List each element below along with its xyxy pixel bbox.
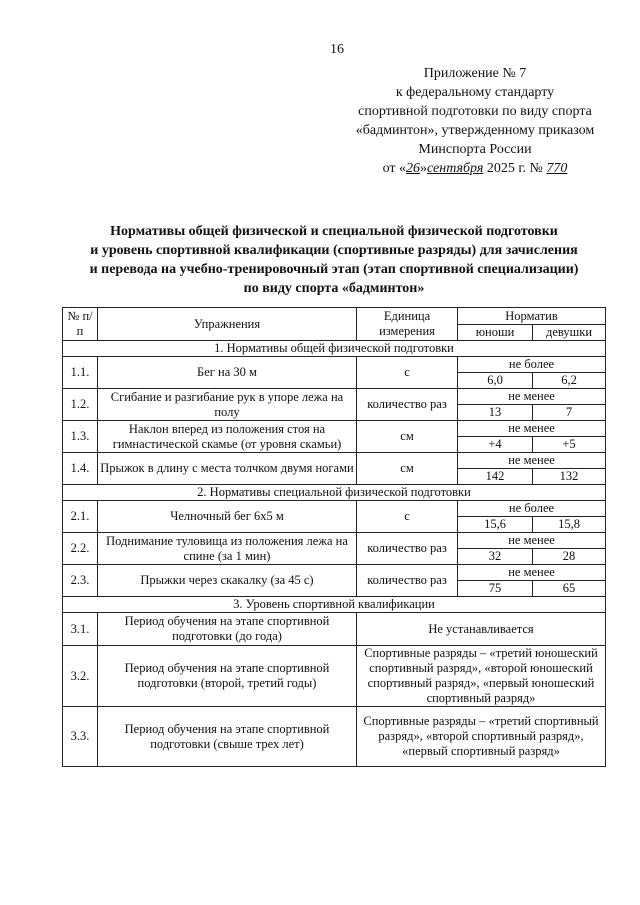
row-condition: не менее — [458, 389, 606, 405]
appendix-line: Минспорта России — [418, 142, 532, 157]
row-exercise: Прыжок в длину с места толчком двумя ногами — [98, 453, 357, 485]
header-norm: Норматив — [458, 308, 606, 325]
row-exercise: Период обучения на этапе спортивной подготовки (до года) — [98, 613, 357, 646]
row-exercise: Наклон вперед из положения стоя на гимнастической скамье (от уровня скамьи) — [98, 421, 357, 453]
value-girls: 28 — [533, 549, 606, 565]
row-num: 1.3. — [63, 421, 98, 453]
row-qualification: Спортивные разряды – «третий юношеский спортивный разряд», «второй юношеский спортивный разряд», «первый юношеский спортивный разряд» — [357, 646, 606, 707]
table-row — [63, 421, 606, 437]
row-condition: не более — [458, 501, 606, 517]
value-boys: 15,6 — [458, 517, 533, 533]
row-condition: не более — [458, 357, 606, 373]
value-boys: 142 — [458, 469, 533, 485]
section-row — [63, 597, 606, 613]
value-boys: +4 — [458, 437, 533, 453]
table-row — [63, 501, 606, 517]
row-qualification: Спортивные разряды – «третий спортивный разряд», «второй спортивный разряд», «первый спортивный разряд» — [357, 707, 606, 767]
appendix-line: «бадминтон», утвержденному приказом — [355, 123, 595, 138]
value-boys: 13 — [458, 405, 533, 421]
row-unit: количество раз — [357, 389, 458, 421]
table-row — [63, 357, 606, 373]
order-date-line — [330, 159, 620, 178]
row-num: 2.2. — [63, 533, 98, 565]
value-boys: 32 — [458, 549, 533, 565]
header-boys: юноши — [458, 325, 533, 341]
value-girls: +5 — [533, 437, 606, 453]
row-qualification: Не устанавливается — [357, 613, 606, 646]
title-line: по виду спорта «бадминтон» — [243, 281, 425, 296]
appendix-block — [330, 64, 620, 178]
header-girls: девушки — [533, 325, 606, 341]
value-girls: 65 — [533, 581, 606, 597]
section-title: 1. Нормативы общей физической подготовки — [63, 341, 606, 357]
table-row — [63, 389, 606, 405]
row-exercise: Прыжки через скакалку (за 45 с) — [98, 565, 357, 597]
value-girls: 7 — [533, 405, 606, 421]
row-exercise: Период обучения на этапе спортивной подготовки (свыше трех лет) — [98, 707, 357, 767]
value-girls: 6,2 — [533, 373, 606, 389]
row-exercise: Период обучения на этапе спортивной подготовки (второй, третий годы) — [98, 646, 357, 707]
section-title: 3. Уровень спортивной квалификации — [63, 597, 606, 613]
date-prefix: от « — [382, 161, 407, 176]
title-line: Нормативы общей физической и специальной физической подготовки — [110, 224, 558, 239]
row-condition: не менее — [458, 453, 606, 469]
table-row — [63, 565, 606, 581]
title-line: и уровень спортивной квалификации (спортивные разряды) для зачисления — [90, 243, 578, 258]
row-exercise: Сгибание и разгибание рук в упоре лежа на полу — [98, 389, 357, 421]
date-year: 2025 г. № — [486, 161, 543, 176]
header-num: № п/п — [63, 308, 98, 341]
row-num: 3.3. — [63, 707, 98, 767]
row-num: 2.1. — [63, 501, 98, 533]
row-condition: не менее — [458, 421, 606, 437]
header-exercise: Упражнения — [98, 308, 357, 341]
handwritten-month: сентября — [427, 161, 484, 176]
row-unit: см — [357, 421, 458, 453]
value-boys: 6,0 — [458, 373, 533, 389]
appendix-line: спортивной подготовки по виду спорта — [358, 104, 592, 119]
row-exercise: Бег на 30 м — [98, 357, 357, 389]
date-mid: » — [420, 161, 428, 176]
appendix-line: к федеральному стандарту — [395, 85, 555, 100]
table-row — [63, 646, 606, 707]
handwritten-day: 26 — [406, 161, 421, 176]
header-unit: Единица измерения — [357, 308, 458, 341]
row-condition: не менее — [458, 533, 606, 549]
row-num: 3.1. — [63, 613, 98, 646]
handwritten-order-number: 770 — [546, 161, 568, 176]
row-condition: не менее — [458, 565, 606, 581]
row-num: 1.2. — [63, 389, 98, 421]
row-unit: количество раз — [357, 533, 458, 565]
value-girls: 132 — [533, 469, 606, 485]
section-row — [63, 341, 606, 357]
appendix-line: Приложение № 7 — [423, 66, 527, 81]
section-row — [63, 485, 606, 501]
table-row — [63, 533, 606, 549]
value-boys: 75 — [458, 581, 533, 597]
row-num: 2.3. — [63, 565, 98, 597]
row-unit: количество раз — [357, 565, 458, 597]
table-row — [63, 613, 606, 646]
value-girls: 15,8 — [533, 517, 606, 533]
row-exercise: Поднимание туловища из положения лежа на спине (за 1 мин) — [98, 533, 357, 565]
row-unit: с — [357, 357, 458, 389]
row-unit: с — [357, 501, 458, 533]
standards-table — [62, 307, 606, 767]
row-num: 3.2. — [63, 646, 98, 707]
table-row — [63, 453, 606, 469]
row-num: 1.4. — [63, 453, 98, 485]
document-title — [60, 222, 608, 298]
row-unit: см — [357, 453, 458, 485]
row-num: 1.1. — [63, 357, 98, 389]
table-row — [63, 707, 606, 767]
title-line: и перевода на учебно-тренировочный этап (этап спортивной специализации) — [89, 262, 579, 277]
row-exercise: Челночный бег 6х5 м — [98, 501, 357, 533]
section-title: 2. Нормативы специальной физической подготовки — [63, 485, 606, 501]
page-number: 16 — [330, 42, 344, 57]
